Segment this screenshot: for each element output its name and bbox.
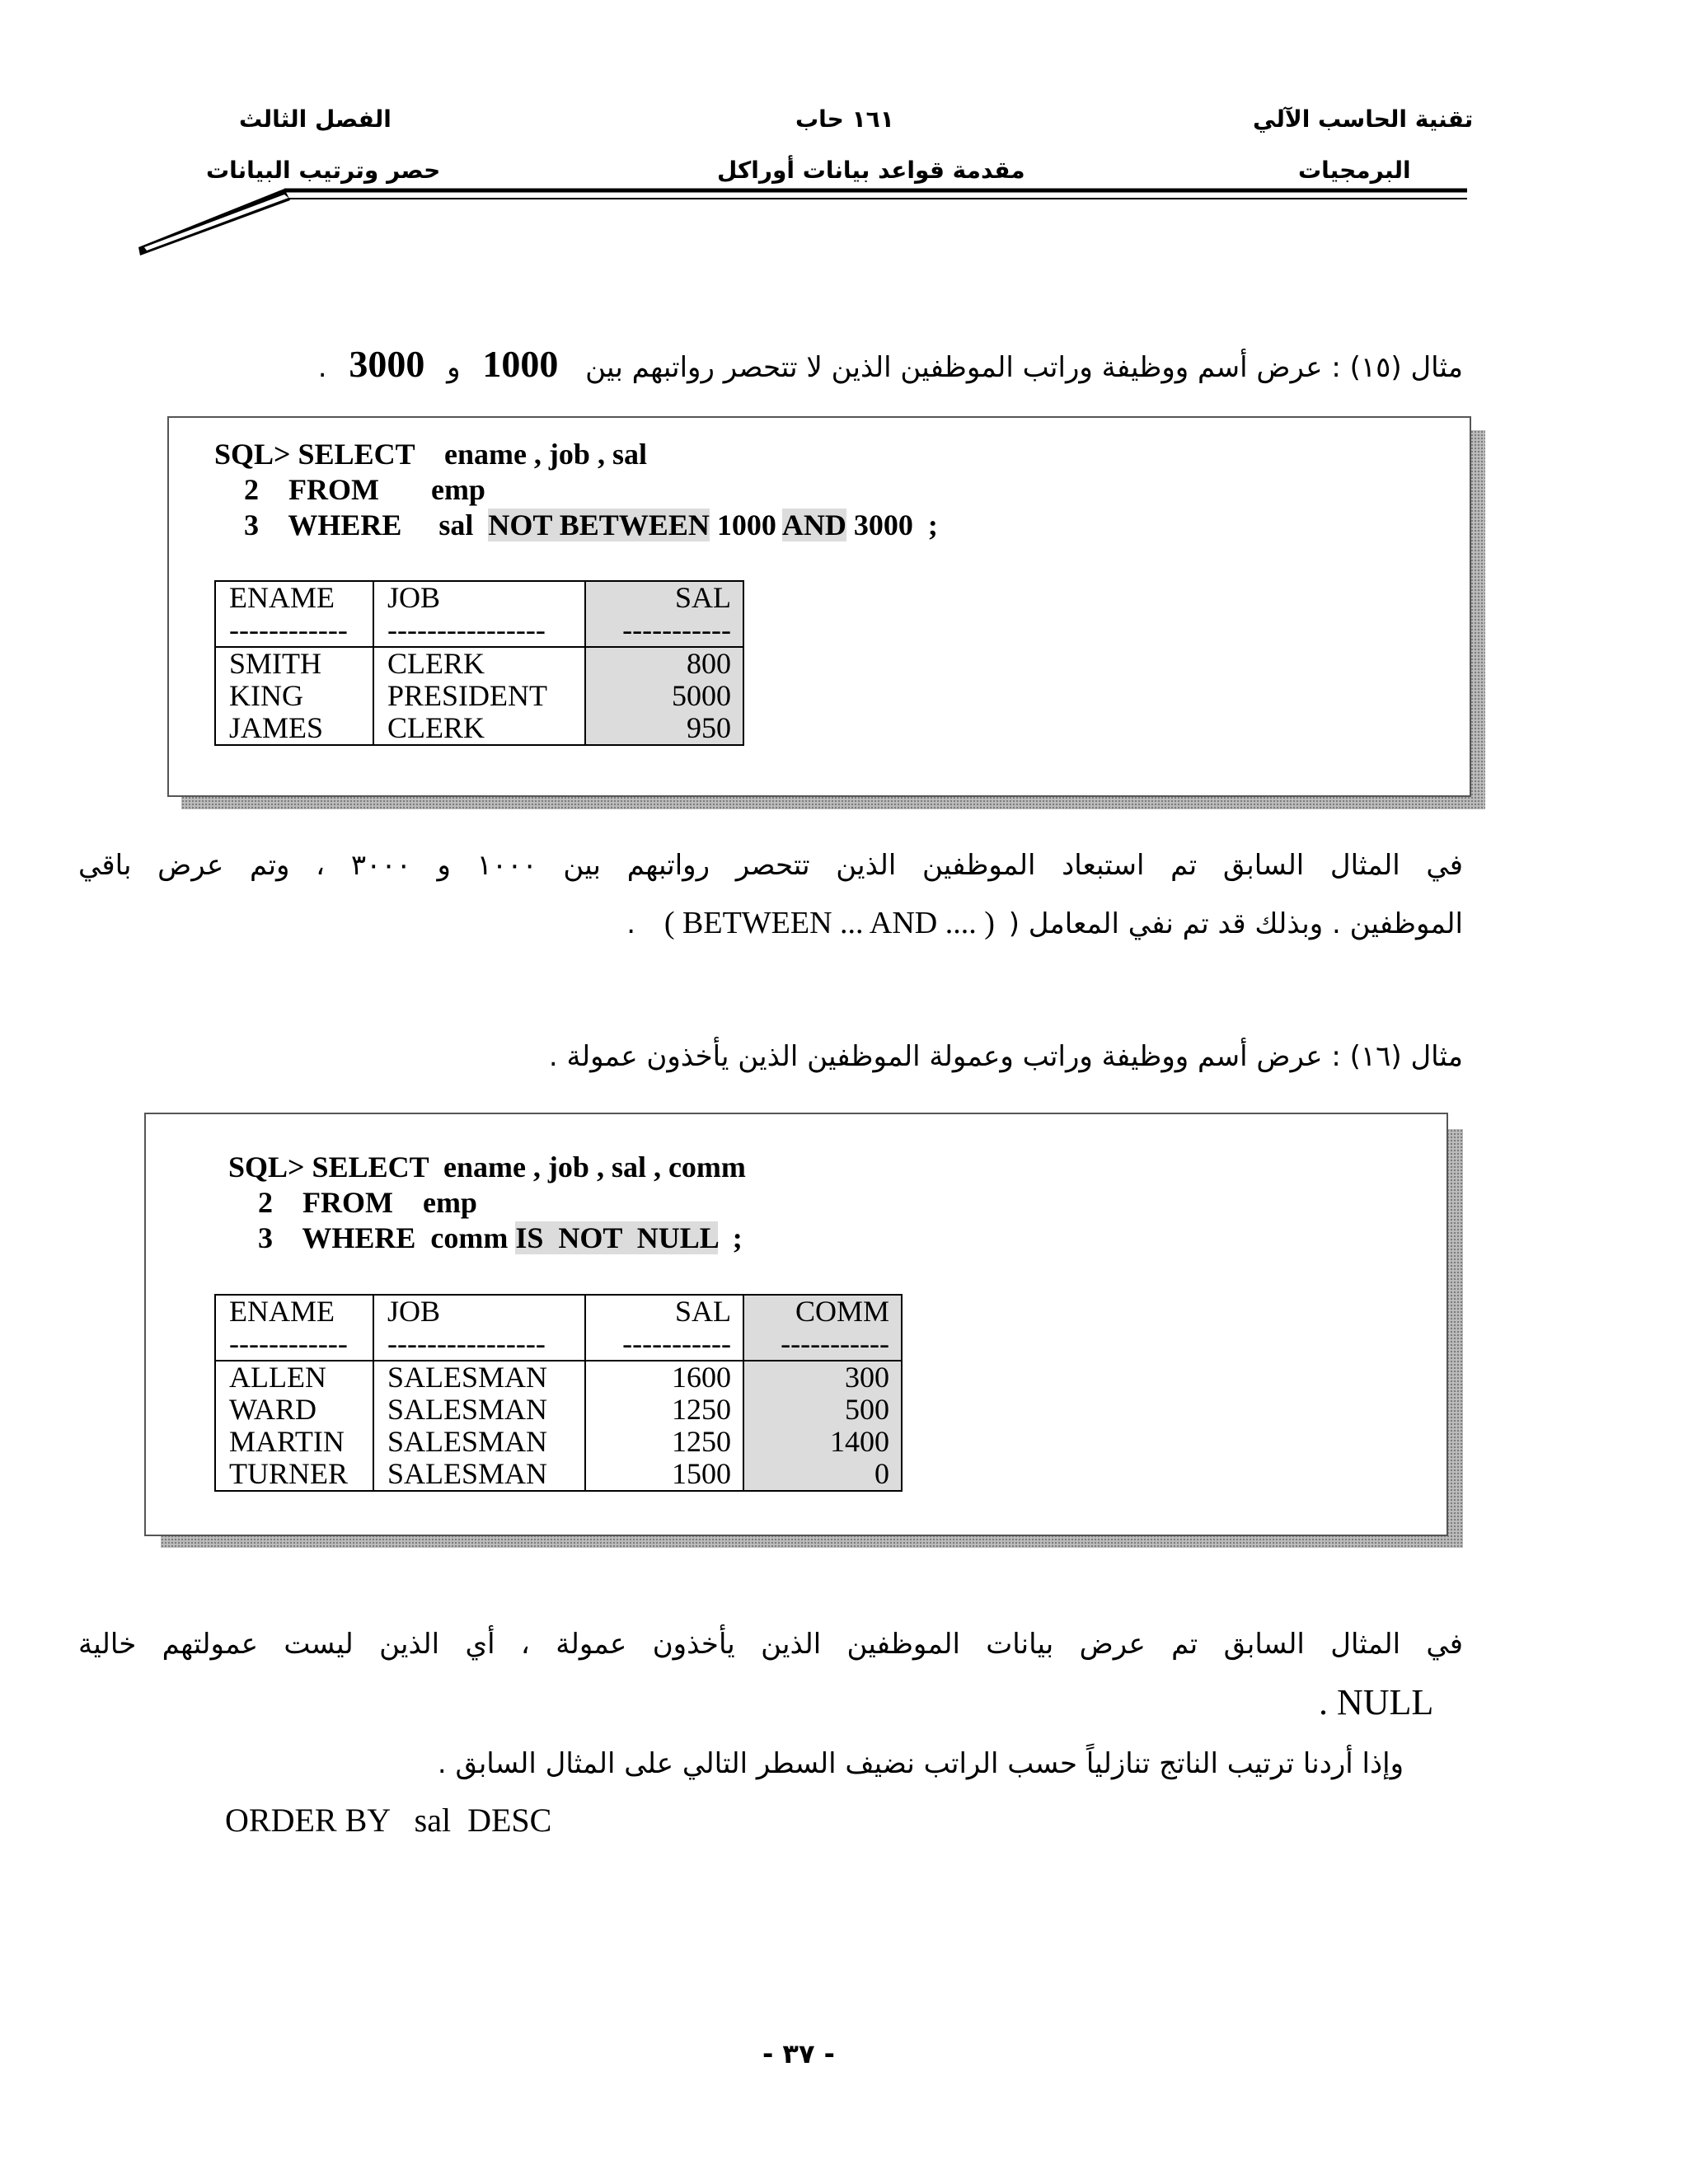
table-cell: ALLEN WARD MARTIN TURNER (215, 1361, 373, 1491)
example15-note-line1: في المثال السابق تم استبعاد الموظفين الذين تتحصر رواتبهم بين ١٠٠٠ و ٣٠٠٠ ، وتم عرض باقي (78, 849, 1464, 882)
header-rule (0, 0, 1688, 272)
header-specialty: البرمجيات (1298, 157, 1411, 184)
table-cell: CLERK PRESIDENT CLERK (373, 647, 585, 745)
example16-code-line: ORDER BY sal DESC (225, 1802, 552, 1839)
table-header-cell: ENAME ------------ (215, 581, 373, 647)
page-number: - ٣٧ - (762, 2038, 835, 2069)
example15-title: مثال (١٥) : عرض أسم ووظيفة وراتب الموظفين الذين لا تتحصر رواتبهم بين 1000 و 3000 . (317, 343, 1463, 385)
example15-note-line2: الموظفين . وبذلك قد تم نفي المعامل ( ( BETWEEN ... AND .... ) . (626, 906, 1463, 940)
table-header-cell: SAL ----------- (585, 1295, 743, 1361)
example16-note-line3: وإذا أردنا ترتيب الناتج تنازلياً حسب الراتب نضيف السطر التالي على المثال السابق . (437, 1747, 1404, 1780)
example16-title: مثال (١٦) : عرض أسم ووظيفة وراتب وعمولة الموظفين الذين يأخذون عمولة . (548, 1040, 1463, 1073)
table-header-row (215, 581, 743, 647)
table-header-cell: JOB ---------------- (373, 1295, 585, 1361)
example16-code-box (144, 1113, 1448, 1536)
example15-sql: SQL> SELECT ename , job , sal 2 FROM emp 3 WHERE sal NOT BETWEEN 1000 AND 3000 ; (214, 438, 938, 541)
header-course-title: مقدمة قواعد بيانات أوراكل (717, 157, 1025, 184)
header-department: تقنية الحاسب الآلي (1253, 105, 1474, 133)
table-header-cell: ENAME ------------ (215, 1295, 373, 1361)
example16-result-table (214, 1294, 903, 1492)
table-header-cell: JOB ---------------- (373, 581, 585, 647)
header-chapter: الفصل الثالث (239, 105, 392, 133)
table-header-row (215, 1295, 902, 1361)
header-course-code: ١٦١ حاب (795, 105, 894, 133)
example15-result-table (214, 580, 744, 746)
table-cell: 800 5000 950 (585, 647, 743, 745)
table-body-row (215, 1361, 902, 1491)
table-cell: 1600 1250 1250 1500 (585, 1361, 743, 1491)
table-cell: SMITH KING JAMES (215, 647, 373, 745)
table-cell: 300 500 1400 0 (743, 1361, 902, 1491)
example16-note-line2: . NULL (1319, 1682, 1434, 1722)
table-body-row (215, 647, 743, 745)
header-chapter-topic: حصر وترتيب البيانات (206, 157, 441, 184)
example16-note-line1: في المثال السابق تم عرض بيانات الموظفين الذين يأخذون عمولة ، أي الذين ليست عمولتهم خالية (78, 1628, 1463, 1661)
example15-code-box (167, 416, 1471, 797)
example16-sql: SQL> SELECT ename , job , sal , comm 2 FROM emp 3 WHERE comm IS NOT NULL ; (228, 1151, 746, 1254)
table-header-cell: COMM ----------- (743, 1295, 902, 1361)
table-header-cell: SAL ----------- (585, 581, 743, 647)
table-cell: SALESMAN SALESMAN SALESMAN SALESMAN (373, 1361, 585, 1491)
